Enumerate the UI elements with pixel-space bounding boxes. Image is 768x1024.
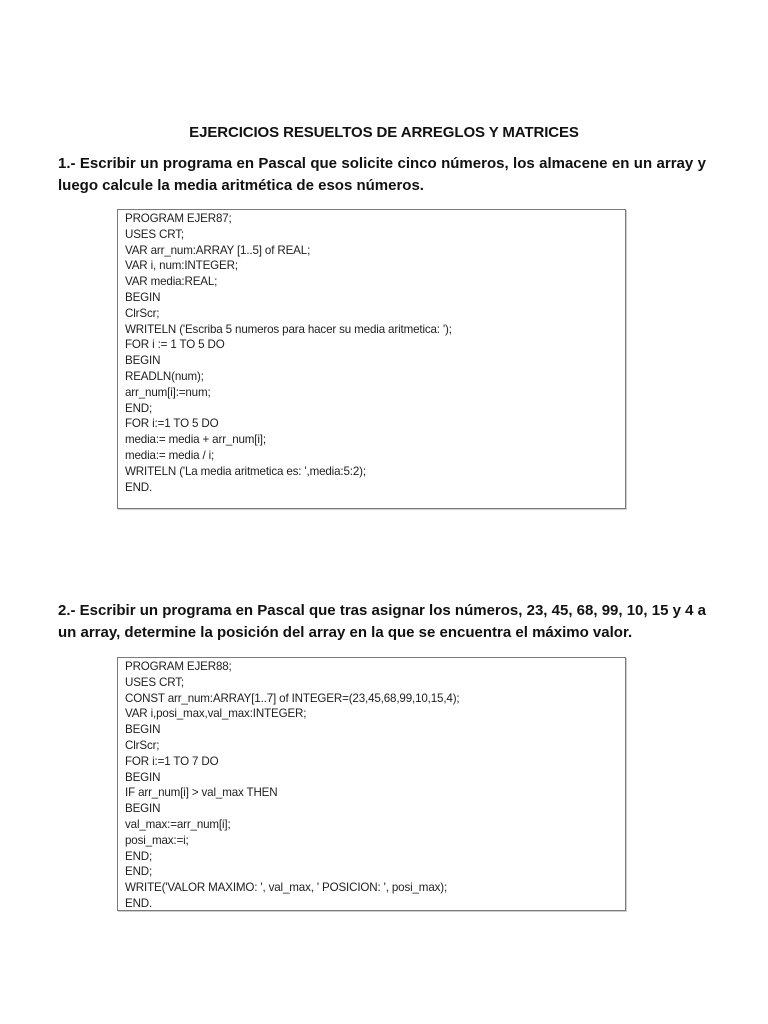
code-line: ClrScr; [125, 306, 160, 320]
code-line: IF arr_num[i] > val_max THEN [125, 786, 278, 800]
exercise-1-statement: 1.- Escribir un programa en Pascal que solicite cinco números, los almacene en un array y luego calcule la media aritmética de esos números. [58, 155, 706, 194]
exercise-1-code-box [117, 209, 626, 509]
code-line: BEGIN [125, 770, 161, 784]
code-line: WRITELN ('La media aritmetica es: ',media:5:2); [125, 464, 366, 478]
code-line: media:= media + arr_num[i]; [125, 433, 266, 447]
code-line: BEGIN [125, 723, 161, 737]
code-line: FOR i:=1 TO 5 DO [125, 417, 219, 431]
code-line: ClrScr; [125, 738, 160, 752]
code-line: PROGRAM EJER87; [125, 212, 232, 225]
code-line: PROGRAM EJER88; [125, 660, 232, 673]
code-line: BEGIN [125, 802, 161, 816]
code-line: WRITELN ('Escriba 5 numeros para hacer su media aritmetica: '); [125, 322, 452, 336]
code-line: END. [125, 480, 153, 494]
code-line: media:= media / i; [125, 448, 215, 462]
code-line: END; [125, 849, 153, 863]
code-line: VAR arr_num:ARRAY [1..5] of REAL; [125, 243, 311, 257]
code-line: USES CRT; [125, 675, 184, 689]
code-line: WRITE('VALOR MAXIMO: ', val_max, ' POSICION: ', posi_max); [125, 881, 448, 895]
exercise-2-code-box [117, 657, 626, 911]
code-line: posi_max:=i; [125, 833, 189, 847]
code-line: END. [125, 896, 153, 910]
code-line: END; [125, 865, 153, 879]
code-line: arr_num[i]:=num; [125, 385, 211, 399]
code-line: VAR i,posi_max,val_max:INTEGER; [125, 707, 307, 721]
document-title: EJERCICIOS RESUELTOS DE ARREGLOS Y MATRICES [189, 124, 579, 141]
code-line: BEGIN [125, 290, 161, 304]
exercise-2-statement: 2.- Escribir un programa en Pascal que tras asignar los números, 23, 45, 68, 99, 10, 15 y 4 a un array, determine la posición del array en la que se encuentra el máximo valor. [58, 602, 706, 641]
code-line: val_max:=arr_num[i]; [125, 817, 231, 831]
code-line: END; [125, 401, 153, 415]
code-line: BEGIN [125, 354, 161, 368]
code-line: VAR media:REAL; [125, 275, 218, 289]
code-line: FOR i := 1 TO 5 DO [125, 338, 225, 352]
code-line: USES CRT; [125, 227, 184, 241]
code-line: VAR i, num:INTEGER; [125, 259, 238, 273]
code-line: FOR i:=1 TO 7 DO [125, 754, 219, 768]
code-line: CONST arr_num:ARRAY[1..7] of INTEGER=(23,45,68,99,10,15,4); [125, 691, 460, 705]
code-line: READLN(num); [125, 369, 204, 383]
